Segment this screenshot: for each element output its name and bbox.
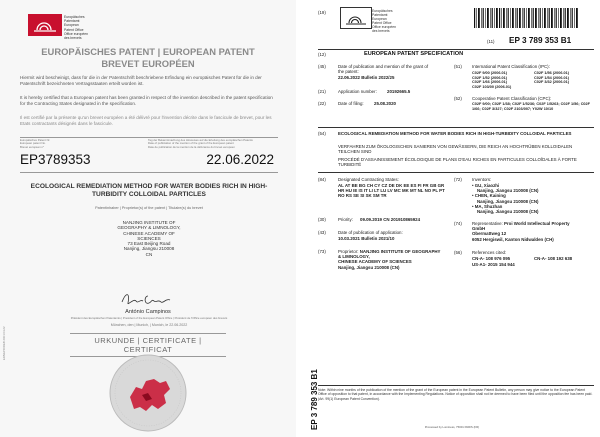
certificate-text-en: It is hereby certified that a European patent has been granted in respect of the invention described in the patent specification for the Contracting States designated in the specification.	[20, 95, 273, 106]
barcode-icon	[474, 8, 578, 28]
invention-title-de: VERFAHREN ZUM ÖKOLOGISCHEN SANIEREN VON GEWÄSSERN, DIE REICH AN HOCHTRÜBEN KOLLOIDALEN TEILCHEN SIND	[338, 144, 573, 155]
field-19-number: (19)	[318, 10, 326, 15]
grant-date: 22.06.2022	[206, 152, 274, 167]
epo-logo-icon	[28, 14, 62, 36]
divider	[318, 172, 594, 173]
field-21-number: (21)	[318, 89, 326, 94]
field-45-value: 22.06.2022 Bulletin 2022/25	[338, 75, 395, 80]
certificate-text-de: Hiermit wird bescheinigt, dass für die in der Patentschrift beschriebene Erfindung ein europäisches Patent für die in der Patentschrift bezeichneten Vertragsstaaten erteilt worden ist.	[20, 75, 262, 86]
priority-value: 09.09.2019 CN 201910865924	[360, 217, 421, 222]
field-73-number: (73)	[318, 249, 326, 254]
field-72-label: Inventors:	[472, 177, 492, 182]
field-11-number: (11)	[487, 39, 495, 44]
field-52-number: (52)	[454, 96, 462, 101]
opposition-note: Note: Within nine months of the publication of the mention of the grant of the European patent in the European Patent Bulletin, any person may give notice to the European Patent Office of opposition to that patent, in accordance with the Implementing Regulations. Notice of opposition shall not be deemed to have been filed until the opposition fee has been paid. (Art. 99(1) European Patent Convention).	[318, 388, 593, 401]
field-22-value: 25.08.2020	[374, 101, 396, 106]
divider	[318, 385, 594, 386]
certificate-footer-title: URKUNDE | CERTIFICATE | CERTIFICAT	[70, 333, 226, 357]
printer-credit: Processed by Luminess, 75001 PARIS (FR)	[424, 425, 480, 429]
divider	[20, 172, 278, 173]
invention-title-fr: PROCÉDÉ D'ASSAINISSEMENT ÉCOLOGIQUE DE PLANS D'EAU RICHES EN PARTICULES COLLOÏDALES À FORTE TURBIDITÉ	[338, 157, 577, 168]
field-74-number: (74)	[454, 221, 462, 226]
invention-title: ECOLOGICAL REMEDIATION METHOD FOR WATER BODIES RICH IN HIGH-TURBIDITY COLLOIDAL PARTICLES	[30, 183, 268, 198]
field-21-label: Application number:	[338, 89, 377, 94]
field-54-number: (54)	[318, 131, 326, 136]
signature-icon	[118, 290, 176, 308]
field-84-label: Designated Contracting States:	[338, 177, 399, 182]
field-51-label: International Patent Classification (IPC):	[472, 64, 550, 69]
document-heading: EUROPEAN PATENT SPECIFICATION	[364, 51, 464, 57]
ipc-list-col1: C02F 9/00 (2006.01) C02F 1/52 (2006.01) C02F 1/66 (2006.01) C02F 103/00 (2006.01)	[472, 71, 512, 89]
field-43-label: Date of publication of application:	[338, 230, 403, 235]
field-22-label: Date of filing:	[338, 101, 364, 106]
form-code: EPA/EPO/OEB 2001 04.22	[2, 326, 6, 360]
field-43-value: 10.03.2021 Bulletin 2021/10	[338, 236, 395, 241]
field-12-number: (12)	[318, 52, 326, 57]
certificate-title-fr: BREVET EUROPÉEN	[101, 58, 195, 69]
proprietor-address: NANJING INSTITUTE OF GEOGRAPHY & LIMNOLOGY, CHINESE ACADEMY OF SCIENCES 73 East Beijing Road Nanjing, Jiangsu 210008 CN	[117, 220, 181, 257]
proprietor-block: Proprietor: NANJING INSTITUTE OF GEOGRAPHY & LIMNOLOGY, CHINESE ACADEMY OF SCIENCES Nanjing, Jiangsu 210008 (CN)	[338, 249, 441, 270]
place-date: München, den | Munich, | Munich, le 22.06.2022	[110, 323, 188, 327]
field-43-number: (43)	[318, 230, 326, 235]
inventors-list: • GU, Xiaozhi Nanjing, Jiangsu 210008 (CN) • CHEN, Kaining Nanjing, Jiangsu 210008 (CN) • MA, Shuzhan Nanjing, Jiangsu 210008 (CN)	[472, 183, 539, 215]
certificate-text-fr: Il est certifié par la présente qu'un brevet européen a été délivré pour l'invention décrite dans le fascicule de brevet, pour les Etats contractants désignés dans le fascicule.	[20, 115, 272, 126]
field-52-label: Cooperative Patent Classification (CPC):	[472, 96, 552, 101]
field-56-label: References cited:	[472, 250, 507, 255]
designated-states: AL AT BE BG CH CY CZ DE DK EE ES FI FR GB GR HR HU IE IS IT LI LT LU LV MC MK MT NL NO PL PT RO RS SE SI SK SM TR	[338, 183, 445, 199]
epo-logo-text: Europäisches Patentamt European Patent Office Office européen des brevets	[372, 9, 397, 34]
signatory-role: Präsident des Europäischen Patentamts | President of the European Patent Office | Président de l'Office européen des brevets	[70, 316, 228, 320]
reference-3: US-A1- 2015 154 944	[472, 262, 515, 267]
reference-2: CN-A- 108 192 638	[534, 256, 573, 261]
publication-number: EP 3 789 353 B1	[509, 36, 572, 45]
specification-page	[304, 0, 600, 437]
field-22-number: (22)	[318, 101, 326, 106]
certificate-page	[0, 0, 296, 437]
europe-map-seal-icon	[108, 353, 188, 433]
signatory-name: António Campinos	[125, 309, 171, 315]
divider	[318, 49, 594, 50]
field-72-number: (72)	[454, 177, 462, 182]
field-30-label: Priority:	[338, 217, 353, 222]
patent-number: EP3789353	[20, 152, 91, 167]
field-51-number: (51)	[454, 64, 462, 69]
divider	[318, 127, 594, 128]
reference-1: CN-A- 108 976 095	[472, 256, 511, 261]
side-publication-number: EP 3 789 353 B1	[310, 369, 319, 430]
field-21-value: 20192665.5	[387, 89, 411, 94]
representative-block: Representative: Proi World Intellectual Property GmbH Obermattweg 12 6052 Hergiswil, Kanton Nidwalden (CH)	[472, 221, 570, 242]
grant-date-label: Tag der Bekanntmachung des Hinweises auf die Erteilung des europäischen Patents Date of publication of the mention of the grant of the European patent Date de publication de la mention de la délivrance du brevet européen	[148, 138, 253, 149]
ipc-list-col2: C02F 1/56 (2006.01) C02F 1/54 (2006.01) C02F 3/32 (2006.01)	[534, 71, 570, 85]
cpc-list: C02F 9/00; C02F 1/38; C02F 1/5236; C02F 1/5263; C02F 1/56; C02F 1/66; C02F 3/327; C02F 2103/007; Y02W 10/10	[472, 102, 590, 111]
field-84-number: (84)	[318, 177, 326, 182]
epo-logo-icon	[340, 7, 372, 29]
field-56-number: (56)	[454, 250, 462, 255]
proprietor-label: Patentinhaber | Proprietor(s) of the patent | Titulaire(s) du brevet	[95, 206, 203, 210]
certificate-title: EUROPÄISCHES PATENT | EUROPEAN PATENT	[41, 46, 255, 57]
epo-logo-text: Europäisches Patentamt European Patent Office Office européen des brevets	[64, 15, 89, 41]
patent-number-label: Europäisches Patent Nr. European patent No. Brevet européen n°	[20, 138, 51, 149]
field-45-number: (45)	[318, 64, 326, 69]
field-30-number: (30)	[318, 217, 326, 222]
invention-title-en: ECOLOGICAL REMEDIATION METHOD FOR WATER BODIES RICH IN HIGH-TURBIDITY COLLOIDAL PARTICLES	[338, 131, 572, 136]
field-45-label: Date of publication and mention of the grant of the patent:	[338, 64, 429, 75]
